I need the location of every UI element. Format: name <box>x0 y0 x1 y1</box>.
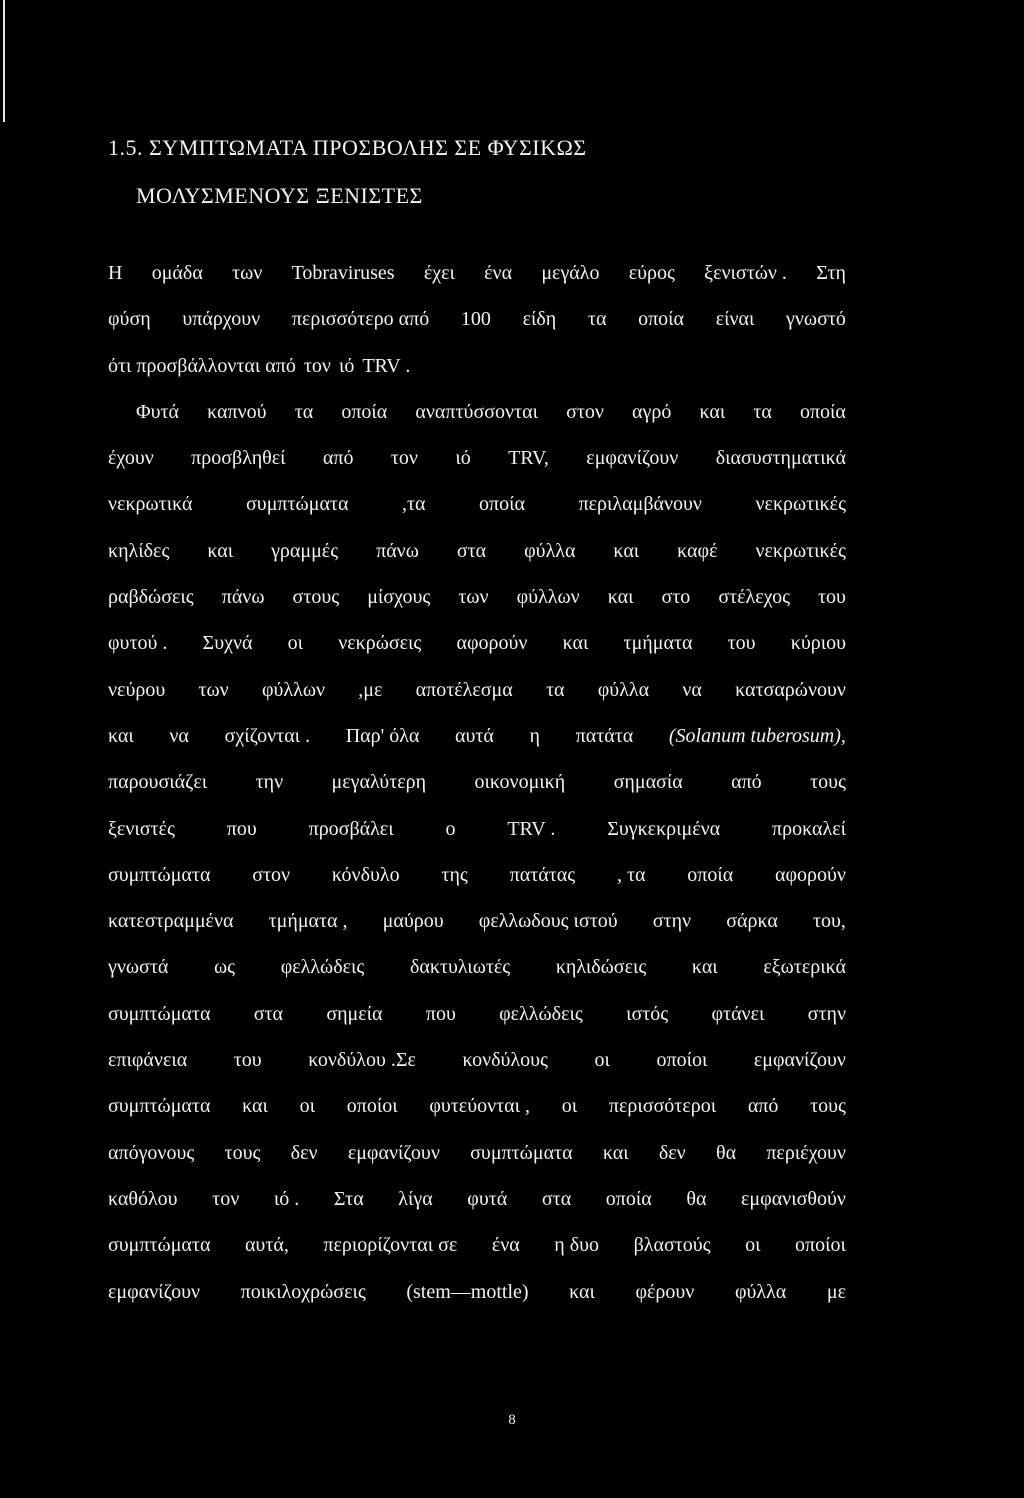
word: οποία <box>341 400 388 423</box>
word: τα <box>294 400 314 423</box>
word: δακτυλιωτές <box>409 956 511 979</box>
word: οποίοι <box>795 1234 846 1257</box>
word: συμπτώματα <box>470 1141 573 1164</box>
word: με <box>826 1280 846 1303</box>
word: και <box>607 586 634 609</box>
word: εξωτερικά <box>763 956 846 979</box>
text-line <box>108 574 846 620</box>
word: οι <box>745 1234 761 1257</box>
word: της <box>441 863 468 886</box>
word: ραβδώσεις <box>108 586 194 609</box>
word: αυτά <box>455 724 494 747</box>
word: ιό <box>338 354 355 377</box>
word: τον <box>303 354 331 377</box>
word: οι <box>594 1049 610 1072</box>
word: στο <box>661 586 691 609</box>
word: του <box>727 632 756 655</box>
word: συμπτώματα <box>108 863 211 886</box>
word: δεν <box>290 1141 318 1164</box>
word: στέλεχος <box>718 586 790 609</box>
word: τα <box>587 308 607 331</box>
word: παρουσιάζει <box>108 771 208 794</box>
word: περισσότερο από <box>291 308 430 331</box>
word: κονδύλους <box>462 1049 548 1072</box>
scan-edge-line <box>3 0 5 122</box>
word: ένα <box>484 262 513 284</box>
word: των <box>232 262 263 284</box>
word: διασυστηματικά <box>715 447 846 470</box>
word: φυτά <box>467 1187 508 1210</box>
word: κονδύλου .Σε <box>308 1049 416 1072</box>
word: οποία <box>479 493 526 516</box>
word: και <box>699 400 726 423</box>
word: οποίοι <box>346 1095 398 1118</box>
word: νεκρώσεις <box>338 632 422 655</box>
word: οι <box>299 1095 316 1118</box>
word: ιό . <box>273 1187 300 1210</box>
word: βλαστούς <box>633 1234 711 1257</box>
text-line <box>108 991 846 1037</box>
page-number: 8 <box>508 1412 516 1428</box>
word: φελλωδους ιστού <box>478 910 618 933</box>
word: λίγα <box>398 1187 433 1210</box>
word: νεκρωτικές <box>755 493 846 516</box>
word: εμφανισθούν <box>741 1187 846 1210</box>
word: ξενιστών . <box>704 262 787 284</box>
word: εμφανίζουν <box>586 447 679 470</box>
text-line <box>108 667 846 713</box>
text-line <box>108 296 846 342</box>
text-line <box>108 250 846 296</box>
text-line <box>108 852 846 898</box>
word: κόνδυλο <box>331 863 400 886</box>
word: συμπτώματα <box>108 1234 211 1257</box>
word: στα <box>456 539 487 562</box>
word: νεκρωτικά <box>108 493 193 516</box>
word: Στη <box>816 262 846 284</box>
word: υπάρχουν <box>182 308 261 331</box>
word: απόγονους <box>108 1141 195 1164</box>
word: περιορίζονται σε <box>323 1234 458 1257</box>
word: σχίζονται . <box>224 724 311 747</box>
word: που <box>226 817 257 840</box>
word: φελλώδεις <box>280 956 365 979</box>
text-line <box>108 713 846 759</box>
word: συμπτώματα <box>108 1002 211 1025</box>
word: φύλλων <box>261 678 326 701</box>
word: φελλώδεις <box>499 1002 583 1025</box>
word: να <box>169 724 189 747</box>
word: TRV . <box>362 354 411 377</box>
word: την <box>255 771 284 794</box>
word: κύριου <box>790 632 846 655</box>
word: εμφανίζουν <box>753 1049 846 1072</box>
word: οποία <box>605 1187 652 1210</box>
word: του, <box>812 910 846 933</box>
word: ξενιστές <box>108 817 175 840</box>
word: αναπτύσσονται <box>415 400 538 423</box>
text-line <box>108 944 846 990</box>
word: είδη <box>522 308 557 331</box>
word: ο <box>445 817 456 840</box>
heading-line-2: ΜΟΛΥΣΜΕΝΟΥΣ ΞΕΝΙΣΤΕΣ <box>136 183 423 208</box>
word: τον <box>390 447 418 470</box>
word: γραμμές <box>271 539 339 562</box>
word: τα <box>753 400 772 423</box>
word: TRV . <box>507 817 556 840</box>
word: φύλλα <box>597 678 650 701</box>
word: ομάδα <box>151 262 203 284</box>
word: νεύρου <box>108 678 166 701</box>
text-line <box>108 806 846 852</box>
word: οποία <box>638 308 685 331</box>
heading-line-1: 1.5. ΣΥΜΠΤΩΜΑΤΑ ΠΡΟΣΒΟΛΗΣ ΣΕ ΦΥΣΙΚΩΣ <box>108 135 587 160</box>
word: οικονομική <box>474 771 566 794</box>
word: φύλλα <box>524 539 576 562</box>
word: και <box>569 1280 595 1303</box>
word: συμπτώματα <box>108 1095 211 1118</box>
word: 100 <box>460 308 491 331</box>
word: και <box>242 1095 268 1118</box>
word: ως <box>213 956 236 979</box>
word: των <box>458 586 489 609</box>
word: πατάτα <box>575 724 634 747</box>
word: μεγάλο <box>541 262 600 284</box>
word: η δυο <box>554 1234 600 1257</box>
word: κηλίδες <box>108 539 170 562</box>
word: τμήματα , <box>268 910 348 933</box>
word: Φυτά <box>136 400 180 423</box>
word: από <box>731 771 762 794</box>
text-line <box>108 1222 846 1268</box>
text-line <box>108 1269 846 1315</box>
word: στους <box>292 586 340 609</box>
word: περιέχουν <box>766 1141 846 1164</box>
word: από <box>747 1095 779 1118</box>
word: αφορούν <box>456 632 528 655</box>
word: στην <box>652 910 692 933</box>
word: τους <box>224 1141 261 1164</box>
word: φτάνει <box>711 1002 765 1025</box>
word: σάρκα <box>726 910 778 933</box>
word: οποία <box>799 400 846 423</box>
word: εμφανίζουν <box>347 1141 440 1164</box>
word: στην <box>807 1002 846 1025</box>
word: τους <box>810 1095 846 1118</box>
word: έχουν <box>108 447 154 470</box>
word: ότι προσβάλλονται από <box>108 354 296 377</box>
word: ένα <box>491 1234 520 1257</box>
word: αγρό <box>632 400 672 423</box>
word: στον <box>252 863 291 886</box>
word: προσβληθεί <box>191 447 286 470</box>
word: αυτά, <box>244 1234 289 1257</box>
word: (stem—mottle) <box>406 1280 529 1303</box>
text-line <box>108 759 846 805</box>
word: προσβάλει <box>308 817 394 840</box>
word: φύλλων <box>516 586 580 609</box>
word: και <box>602 1141 629 1164</box>
word: και <box>207 539 234 562</box>
word: δεν <box>658 1141 686 1164</box>
word: η <box>529 724 541 747</box>
word: κηλιδώσεις <box>555 956 647 979</box>
word: θα <box>686 1187 707 1210</box>
section-heading <box>108 124 868 220</box>
word: Παρ' όλα <box>345 724 420 747</box>
word: , τα <box>616 863 646 886</box>
word: τους <box>810 771 846 794</box>
word: αποτέλεσμα <box>415 678 513 701</box>
word: περιλαμβάνουν <box>578 493 702 516</box>
word: κατεστραμμένα <box>108 910 234 933</box>
word: επιφάνεια <box>108 1049 188 1072</box>
word: φύλλα <box>734 1280 787 1303</box>
word: τμήματα <box>623 632 693 655</box>
word: γνωστά <box>108 956 169 979</box>
word: εμφανίζουν <box>108 1280 201 1303</box>
word: μεγαλύτερη <box>331 771 427 794</box>
word: φυτού . <box>108 632 168 655</box>
word: Στα <box>333 1187 364 1210</box>
word: νεκρωτικές <box>755 539 846 562</box>
word: και <box>613 539 640 562</box>
text-line <box>108 620 846 666</box>
word: στα <box>253 1002 284 1025</box>
word: οι <box>561 1095 578 1118</box>
word: από <box>322 447 354 470</box>
word: έχει <box>423 262 455 284</box>
word: καπνού <box>207 400 267 423</box>
word: συμπτώματα <box>246 493 349 516</box>
word: εύρος <box>628 262 675 284</box>
text-line <box>108 1130 846 1176</box>
word: που <box>425 1002 456 1025</box>
word: των <box>198 678 229 701</box>
word: Η <box>108 262 123 284</box>
word: του <box>818 586 846 609</box>
body-text <box>108 250 846 1315</box>
word: οι <box>287 632 304 655</box>
word: TRV, <box>508 447 549 470</box>
word: οποία <box>687 863 734 886</box>
word: οποίοι <box>656 1049 708 1072</box>
word: στον <box>566 400 604 423</box>
word: καφέ <box>677 539 718 562</box>
word: Συχνά <box>202 632 253 655</box>
word: φύση <box>108 308 151 331</box>
word: τον <box>212 1187 240 1210</box>
word: να <box>682 678 702 701</box>
word: ποικιλοχρώσεις <box>240 1280 366 1303</box>
word: και <box>108 724 134 747</box>
text-line <box>108 481 846 527</box>
text-line <box>108 435 846 481</box>
word: πάνω <box>376 539 419 562</box>
text-line <box>108 343 846 389</box>
text-line <box>108 898 846 944</box>
word: καθόλου <box>108 1187 178 1210</box>
word: μίσχους <box>367 586 431 609</box>
word: ιστός <box>626 1002 669 1025</box>
text-line <box>108 1037 846 1083</box>
word: στα <box>541 1187 572 1210</box>
word: γνωστό <box>786 308 846 331</box>
word: Tobraviruses <box>291 262 395 284</box>
word: ,με <box>358 678 383 701</box>
word: και <box>562 632 589 655</box>
word: σημεία <box>326 1002 383 1025</box>
word: προκαλεί <box>772 817 846 840</box>
word: σημασία <box>613 771 683 794</box>
word: (Solanum tuberosum), <box>668 724 846 747</box>
word: φυτεύονται , <box>429 1095 531 1118</box>
word: είναι <box>715 308 755 331</box>
word: πάνω <box>221 586 265 609</box>
word: Συγκεκριμένα <box>607 817 721 840</box>
text-line <box>108 1083 846 1129</box>
text-line <box>108 389 846 435</box>
word: πατάτας <box>509 863 576 886</box>
word: περισσότεροι <box>608 1095 717 1118</box>
word: κατσαρώνουν <box>735 678 846 701</box>
word: ,τα <box>401 493 426 516</box>
word: τα <box>546 678 565 701</box>
word: ιό <box>455 447 471 470</box>
word: φέρουν <box>635 1280 695 1303</box>
word: μαύρου <box>382 910 444 933</box>
text-line <box>108 528 846 574</box>
word: και <box>691 956 718 979</box>
word: του <box>233 1049 262 1072</box>
word: αφορούν <box>775 863 846 886</box>
text-line <box>108 1176 846 1222</box>
word: θα <box>716 1141 737 1164</box>
